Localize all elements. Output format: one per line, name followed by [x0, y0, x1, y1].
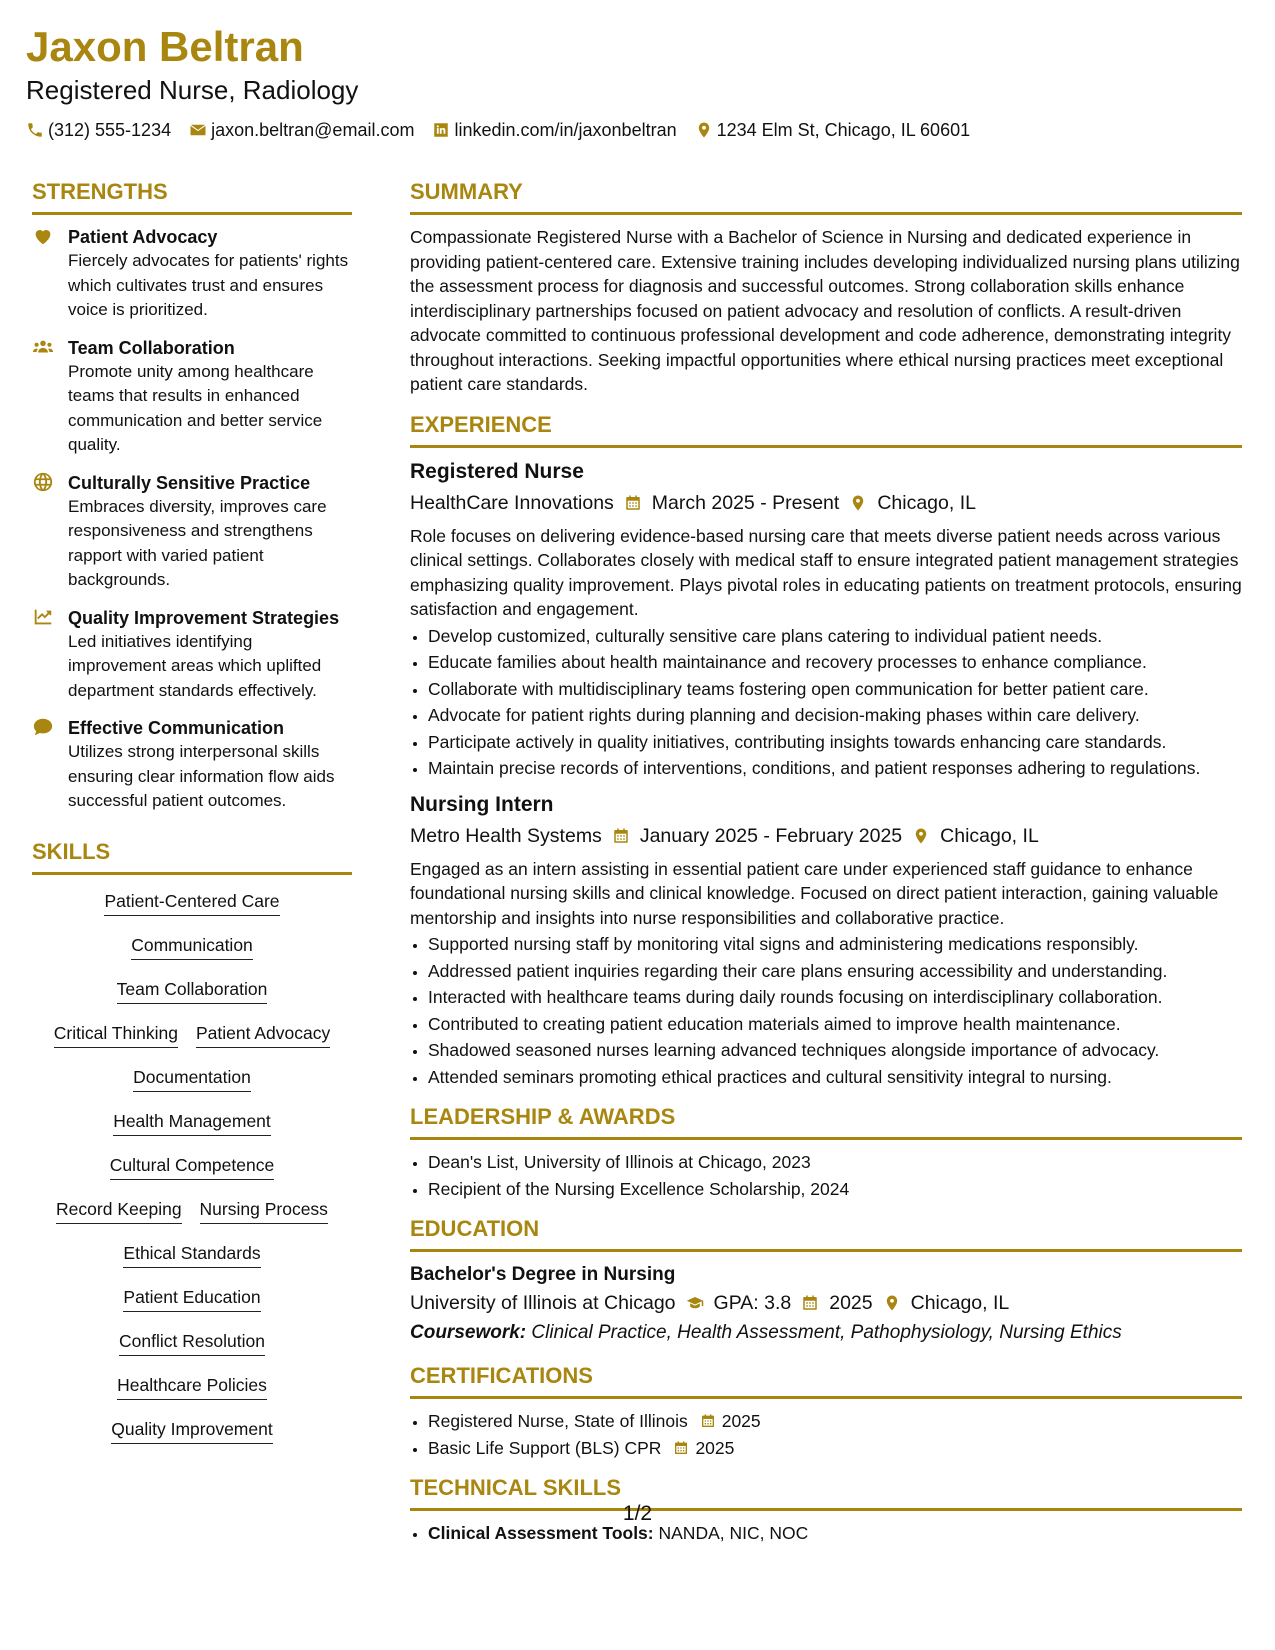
degree-title: Bachelor's Degree in Nursing: [410, 1264, 676, 1285]
technical-skill-value: NANDA, NIC, NOC: [658, 1523, 809, 1543]
email-text: jaxon.beltran@email.com: [211, 120, 415, 140]
heart-icon: [32, 225, 54, 247]
job-title: Registered Nurse: [410, 459, 584, 483]
strength-description: Utilizes strong interpersonal skills ensuring clear information flow aids successful patient outcomes.: [68, 742, 335, 810]
linkedin-text: linkedin.com/in/jaxonbeltran: [454, 120, 677, 140]
coursework-label: Coursework:: [410, 1322, 527, 1343]
list-item: • Recipient of the Nursing Excellence Scholarship, 2024: [428, 1177, 1242, 1202]
graduation-year: 2025: [829, 1292, 873, 1314]
strength-description: Embraces diversity, improves care responsiveness and strengthens rapport with varied patient backgrounds.: [68, 496, 327, 589]
skill-tag: Nursing Process: [200, 1197, 328, 1224]
list-item: • Shadowed seasoned nurses learning advanced techniques alongside importance of advocacy.: [428, 1038, 1242, 1063]
envelope-icon: [189, 121, 207, 139]
users-icon: [32, 336, 54, 358]
education-heading: EDUCATION: [410, 1216, 540, 1241]
list-item: • Addressed patient inquiries regarding their care plans ensuring accessibility and understanding.: [428, 959, 1242, 984]
left-column: [32, 178, 352, 1461]
calendar-icon: [673, 1440, 689, 1456]
list-item: • Advocate for patient rights during planning and decision-making phases within care delivery.: [428, 703, 1242, 728]
section-divider: [32, 212, 352, 215]
job-dates: March 2025 - Present: [651, 491, 840, 514]
skill-tag: Team Collaboration: [117, 977, 268, 1004]
section-divider: [410, 1396, 1242, 1399]
chart-line-icon: [32, 606, 54, 628]
section-divider: [32, 872, 352, 875]
technical-skills-heading: TECHNICAL SKILLS: [410, 1475, 622, 1500]
section-divider: [410, 1249, 1242, 1252]
education-meta: [410, 1288, 1242, 1318]
contact-email[interactable]: [189, 118, 414, 142]
company-name: Metro Health Systems: [410, 824, 602, 847]
skill-tag: Critical Thinking: [54, 1021, 178, 1048]
job-dates: January 2025 - February 2025: [639, 824, 903, 847]
skill-tag: Health Management: [113, 1109, 271, 1136]
experience-entry: [410, 458, 1242, 781]
list-item: • Participate actively in quality initiatives, contributing insights towards enhancing care standards.: [428, 730, 1242, 755]
phone-text: (312) 555-1234: [48, 120, 172, 140]
strength-item: [32, 606, 352, 704]
strength-title: Culturally Sensitive Practice: [68, 472, 311, 493]
map-pin-icon: [695, 121, 713, 139]
company-name: HealthCare Innovations: [410, 491, 614, 514]
comment-icon: [32, 716, 54, 738]
candidate-name: Jaxon Beltran: [26, 23, 304, 70]
skill-tag: Ethical Standards: [123, 1241, 260, 1268]
coursework: [410, 1318, 1242, 1348]
job-meta: [410, 488, 1242, 518]
contact-address[interactable]: [695, 118, 971, 142]
job-bullets: [410, 932, 1242, 1089]
strength-description: Led initiatives identifying improvement areas which uplifted department standards effectively.: [68, 631, 322, 700]
list-item: • Collaborate with multidisciplinary teams fostering open communication for better patient care.: [428, 677, 1242, 702]
calendar-icon: [624, 494, 642, 512]
phone-icon: [26, 121, 44, 139]
section-divider: [410, 445, 1242, 448]
summary-text: Compassionate Registered Nurse with a Bachelor of Science in Nursing and dedicated experience in providing patient-centered care. Extensive training includes developing individualized nursing plans utilizing the assessment process for diagnosis and successful outcomes. Strong collaboration skills enhance interdisciplinary partnerships focused on patient advocacy and resolution of conflicts. A result-driven advocate committed to continuous professional development and code adherence, demonstrating integrity throughout interactions. Seeking impactful opportunities where ethical nursing practices meet exceptional patient care standards.: [410, 227, 1240, 394]
school-name: University of Illinois at Chicago: [410, 1292, 676, 1314]
certification-name: • Basic Life Support (BLS) CPR: [428, 1437, 662, 1458]
strength-title: Quality Improvement Strategies: [68, 607, 340, 628]
list-item: • Contributed to creating patient education materials aimed to improve health maintenance.: [428, 1012, 1242, 1037]
strength-item: [32, 716, 352, 814]
job-description: Engaged as an intern assisting in essential patient care under experienced staff guidance to enhance foundational nursing skills and clinical knowledge. Focused on direct patient interaction, gaining valuable mentorship and insights into nurse responsibilities and collaborative practice.: [410, 858, 1219, 928]
job-title: Nursing Intern: [410, 792, 554, 816]
coursework-list: Clinical Practice, Health Assessment, Pathophysiology, Nursing Ethics: [531, 1322, 1122, 1343]
job-location: Chicago, IL: [877, 491, 976, 514]
skill-tag: Cultural Competence: [110, 1153, 274, 1180]
strength-title: Team Collaboration: [68, 337, 235, 358]
map-pin-icon: [912, 827, 930, 845]
certification-year: 2025: [721, 1411, 761, 1431]
list-item: • Maintain precise records of interventions, conditions, and patient responses adhering to regulations.: [428, 756, 1242, 781]
certification-name: • Registered Nurse, State of Illinois: [428, 1411, 688, 1431]
experience-entry: [410, 791, 1242, 1090]
calendar-icon: [612, 827, 630, 845]
skill-tag: Patient Education: [123, 1285, 260, 1312]
technical-skill-label: Clinical Assessment Tools:: [428, 1523, 654, 1543]
strength-title: Patient Advocacy: [68, 227, 218, 247]
calendar-icon: [801, 1294, 819, 1312]
list-item: • Supported nursing staff by monitoring vital signs and administering medications responsibly.: [428, 932, 1242, 957]
linkedin-icon: [432, 121, 450, 139]
list-item: • Dean's List, University of Illinois at Chicago, 2023: [428, 1150, 1242, 1175]
graduation-cap-icon: [686, 1294, 704, 1312]
leadership-heading: LEADERSHIP & AWARDS: [410, 1104, 676, 1129]
leadership-list: [410, 1150, 1242, 1201]
school-location: Chicago, IL: [910, 1292, 1010, 1314]
skill-tag: Communication: [131, 933, 253, 960]
list-item: • Educate families about health maintainance and recovery processes to enhance compliance.: [428, 650, 1242, 675]
list-item: • Develop customized, culturally sensitive care plans catering to individual patient needs.: [428, 624, 1242, 649]
skill-tag: Conflict Resolution: [119, 1329, 265, 1356]
job-meta: [410, 821, 1242, 851]
skill-tag: Patient Advocacy: [196, 1021, 330, 1048]
right-column: [410, 178, 1242, 1548]
map-pin-icon: [849, 494, 867, 512]
map-pin-icon: [883, 1294, 901, 1312]
skill-tag: Quality Improvement: [111, 1417, 272, 1444]
strength-item: [32, 225, 352, 323]
contact-phone[interactable]: [26, 118, 171, 142]
contact-bar: [26, 118, 1249, 142]
contact-linkedin[interactable]: [432, 118, 676, 142]
skill-tag: Documentation: [133, 1065, 251, 1092]
list-item: [428, 1436, 1242, 1461]
skill-tag: Healthcare Policies: [117, 1373, 267, 1400]
list-item: [428, 1409, 1242, 1434]
calendar-icon: [700, 1413, 716, 1429]
gpa: GPA: 3.8: [713, 1292, 792, 1314]
list-item: • Interacted with healthcare teams during daily rounds focusing on interdisciplinary collaboration.: [428, 985, 1242, 1010]
job-location: Chicago, IL: [940, 824, 1039, 847]
candidate-title: Registered Nurse, Radiology: [26, 75, 359, 105]
certifications-heading: CERTIFICATIONS: [410, 1363, 593, 1388]
section-divider: [410, 1137, 1242, 1140]
skills-heading: SKILLS: [32, 838, 111, 864]
strengths-heading: STRENGTHS: [32, 179, 168, 204]
strength-item: [32, 471, 352, 593]
skills-list: [32, 885, 352, 1461]
strength-title: Effective Communication: [68, 718, 285, 738]
skill-tag: Patient-Centered Care: [104, 889, 279, 916]
list-item: • Attended seminars promoting ethical practices and cultural sensitivity integral to nursing.: [428, 1065, 1242, 1090]
section-divider: [410, 212, 1242, 215]
strength-description: Promote unity among healthcare teams that results in enhanced communication and better service quality.: [68, 361, 323, 454]
strength-description: Fiercely advocates for patients' rights which cultivates trust and ensures voice is prioritized.: [68, 251, 349, 319]
certifications-list: [410, 1409, 1242, 1460]
skill-tag: Record Keeping: [56, 1197, 182, 1224]
page-indicator: 1/2: [622, 1502, 653, 1525]
job-description: Role focuses on delivering evidence-based nursing care that meets diverse patient needs across various clinical settings. Collaborates closely with medical staff to ensure integrated patient management strategies emphasizing quality improvement. Plays pivotal roles in educating patients on treatment protocols, ensuring satisfaction and engagement.: [410, 525, 1242, 619]
summary-heading: SUMMARY: [410, 179, 523, 204]
job-bullets: [410, 624, 1242, 781]
certification-year: 2025: [695, 1437, 735, 1458]
address-text: 1234 Elm St, Chicago, IL 60601: [716, 120, 971, 140]
resume-header: [26, 22, 1249, 142]
strength-item: [32, 336, 352, 458]
experience-heading: EXPERIENCE: [410, 411, 552, 437]
globe-icon: [32, 471, 54, 493]
